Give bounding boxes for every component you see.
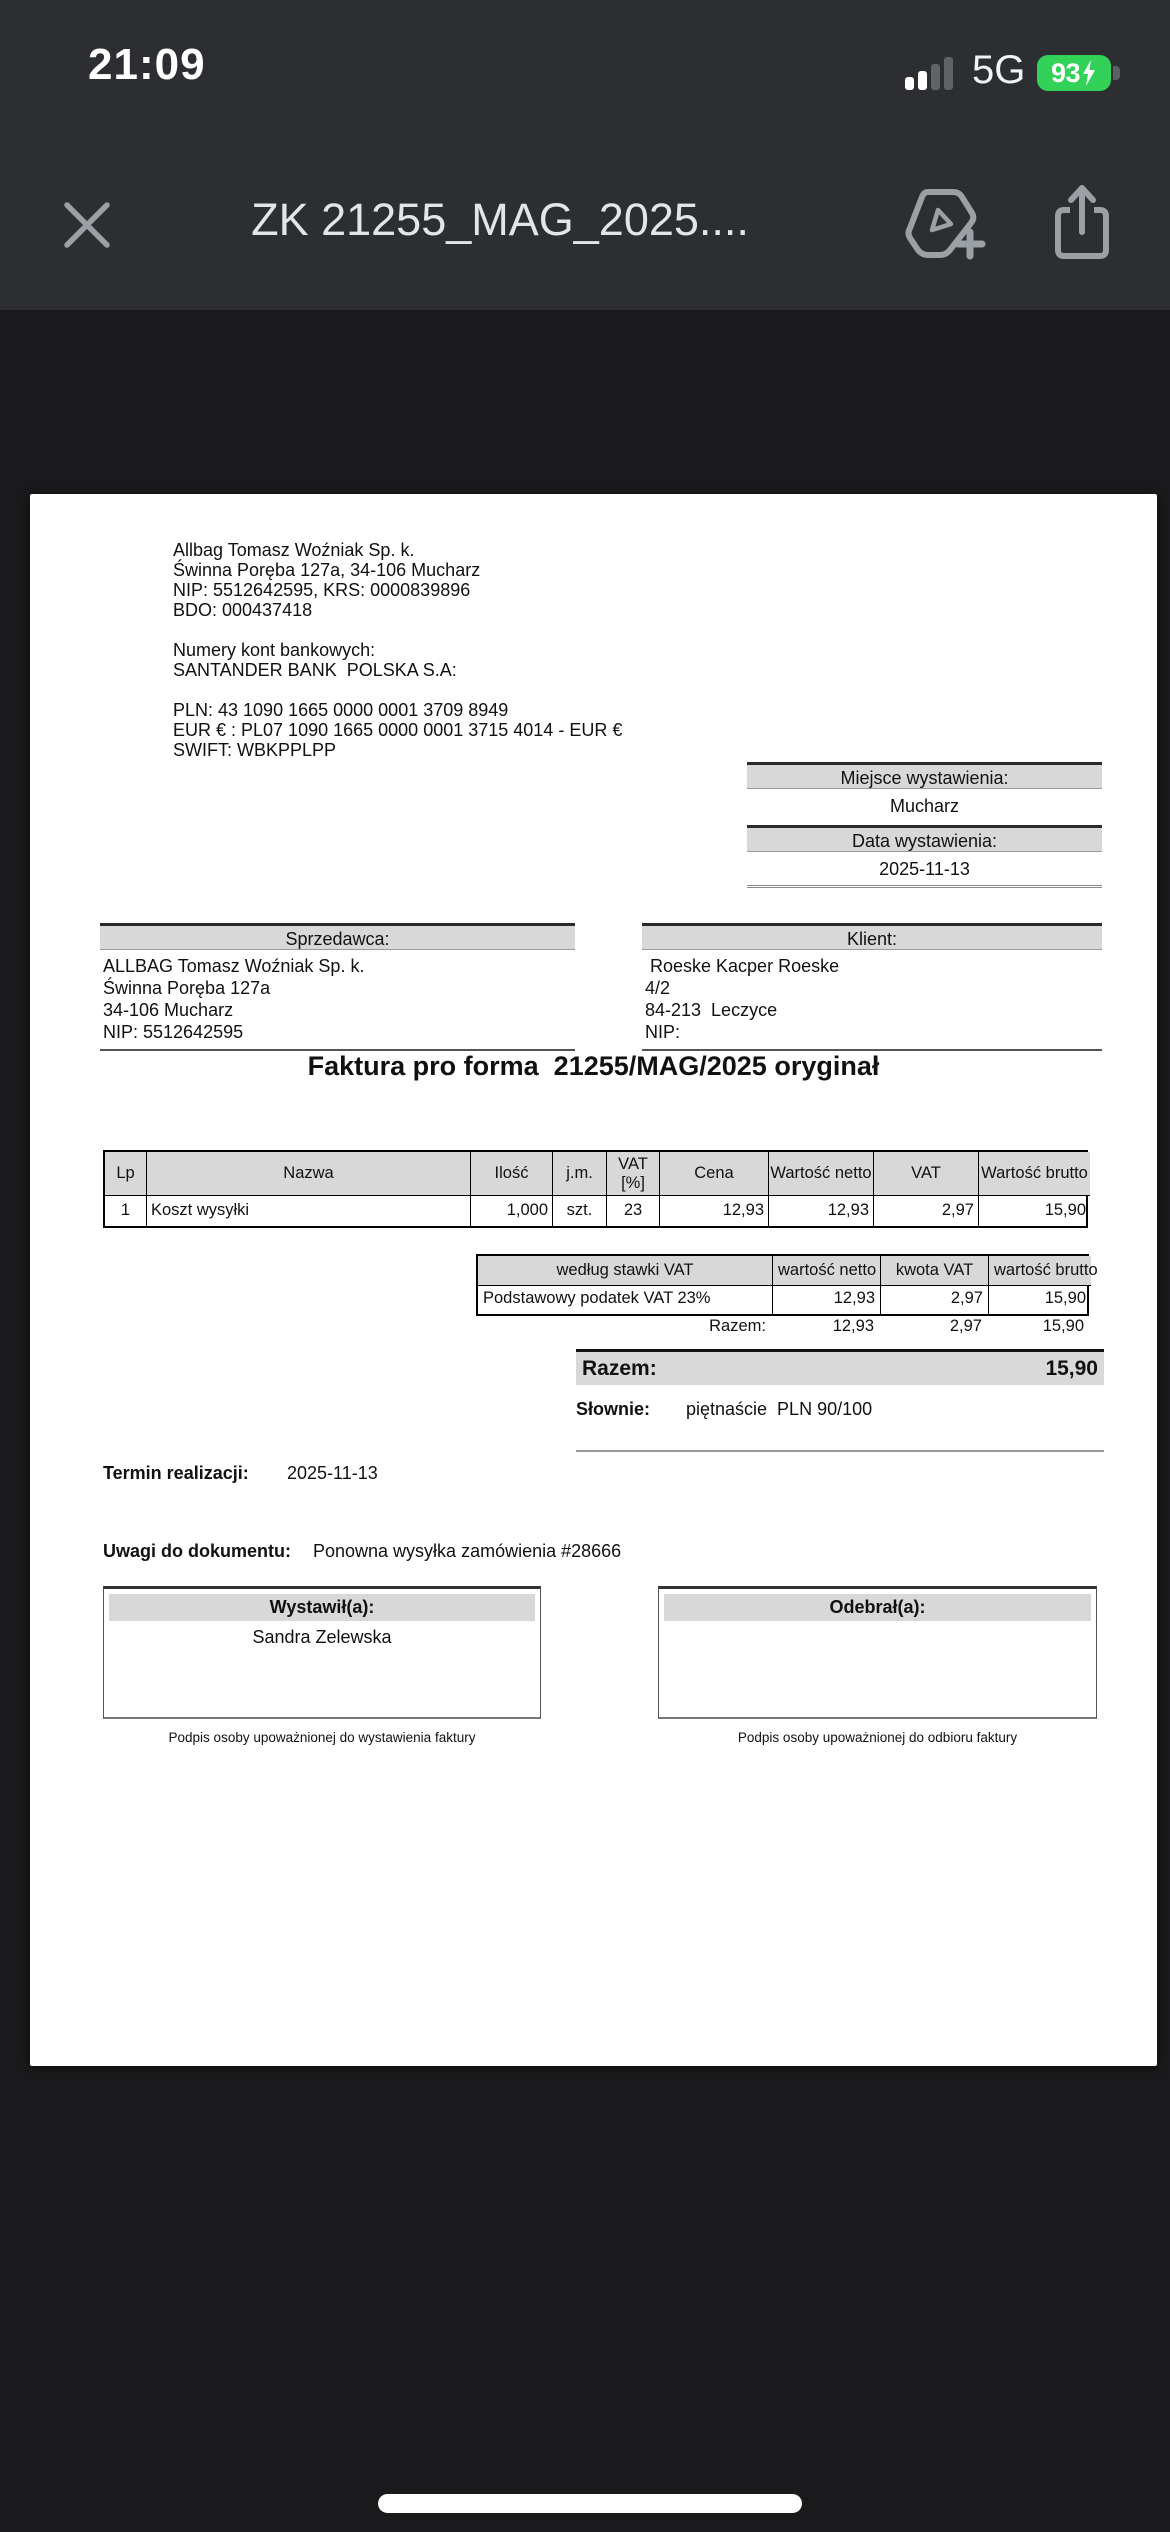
share-icon (1042, 180, 1122, 270)
vat-razem-amount: 2,97 (949, 1317, 982, 1335)
markup-plus-icon (898, 180, 1002, 270)
seller-line: Świnna Poręba 127a (103, 978, 271, 998)
item-vat-rate: 23 (607, 1196, 660, 1226)
vat-rate-name: Podstawowy podatek VAT 23% (478, 1286, 773, 1314)
bank-info-line: Numery kont bankowych: (173, 640, 376, 660)
seller-box (100, 923, 575, 1051)
bank-info-line: Allbag Tomasz Woźniak Sp. k. (173, 540, 415, 560)
issue-place-date-table (747, 762, 1102, 888)
file-title: ZK 21255_MAG_2025.... (251, 194, 749, 245)
status-time: 21:09 (88, 40, 206, 89)
bank-info-line: EUR € : PL07 1090 1665 0000 0001 3715 4014 - EUR € (173, 720, 623, 740)
bank-info-line: NIP: 5512642595, KRS: 0000839896 (173, 580, 471, 600)
vat-col-gross: wartość brutto (989, 1256, 1091, 1286)
seller-line: ALLBAG Tomasz Woźniak Sp. k. (103, 956, 365, 976)
close-button[interactable] (52, 180, 122, 270)
client-box (642, 923, 1102, 1051)
term-label: Termin realizacji: (103, 1463, 249, 1483)
battery-icon (1037, 55, 1111, 91)
item-price: 12,93 (660, 1196, 769, 1226)
inwords-label: Słownie: (576, 1399, 651, 1419)
col-header-jm: j.m. (553, 1152, 607, 1196)
notes-value: Ponowna wysyłka zamówienia #28666 (313, 1541, 622, 1561)
vat-col-rate: według stawki VAT (478, 1256, 773, 1286)
issue-date-label: Data wystawienia: (747, 825, 1102, 852)
seller-header: Sprzedawca: (100, 923, 575, 950)
term-row (103, 1463, 378, 1484)
vat-amount-value: 2,97 (881, 1286, 989, 1314)
col-header-nazwa: Nazwa (147, 1152, 471, 1196)
issued-by-box (103, 1586, 541, 1719)
home-indicator[interactable] (378, 2494, 802, 2513)
item-name: Koszt wysyłki (147, 1196, 471, 1226)
col-header-netto: Wartość netto (769, 1152, 874, 1196)
item-lp: 1 (105, 1196, 147, 1226)
total-value: 15,90 (1045, 1356, 1098, 1380)
seller-line: 34-106 Mucharz (103, 1000, 234, 1020)
bank-info-line (173, 620, 622, 640)
vat-razem-row (476, 1314, 1089, 1339)
total-bar (576, 1349, 1104, 1385)
vat-summary-table (476, 1254, 1098, 1316)
received-by-box (658, 1586, 1097, 1719)
amount-in-words (576, 1399, 1104, 1420)
issued-by-header: Wystawił(a): (109, 1594, 535, 1621)
col-header-vat-pct: VAT [%] (607, 1152, 660, 1196)
vat-net-value: 12,93 (773, 1286, 881, 1314)
client-line: 4/2 (645, 978, 671, 998)
vat-razem-net: 12,93 (832, 1317, 874, 1335)
issued-caption: Podpis osoby upoważnionej do wystawienia faktury (168, 1730, 476, 1745)
received-caption: Podpis osoby upoważnionej do odbioru faktury (737, 1730, 1018, 1745)
top-chrome (0, 0, 1170, 310)
notes-label: Uwagi do dokumentu: (103, 1541, 291, 1561)
pdf-page[interactable] (30, 494, 1157, 2066)
notes-row (103, 1541, 621, 1562)
inwords-value: piętnaście PLN 90/100 (686, 1399, 873, 1419)
item-unit: szt. (553, 1196, 607, 1226)
client-line: 84-213 Leczyce (645, 1000, 778, 1020)
vat-col-net: wartość netto (773, 1256, 881, 1286)
divider-line (576, 1450, 1104, 1452)
col-header-lp: Lp (105, 1152, 147, 1196)
charging-bolt-icon (1081, 60, 1097, 86)
share-button[interactable] (1042, 180, 1122, 270)
col-header-ilosc: Ilość (471, 1152, 553, 1196)
client-line: NIP: (645, 1022, 681, 1042)
seller-bank-info (173, 540, 622, 760)
col-header-vat: VAT (874, 1152, 979, 1196)
item-vat: 2,97 (874, 1196, 979, 1226)
bank-info-line: SWIFT: WBKPPLPP (173, 740, 337, 760)
markup-button[interactable] (898, 180, 1002, 270)
item-net: 12,93 (769, 1196, 874, 1226)
issue-place-value: Mucharz (889, 796, 960, 816)
col-header-brutto: Wartość brutto (979, 1152, 1090, 1196)
col-header-cena: Cena (660, 1152, 769, 1196)
bank-info-line: PLN: 43 1090 1665 0000 0001 3709 8949 (173, 700, 509, 720)
bank-info-line: Świnna Poręba 127a, 34-106 Mucharz (173, 560, 481, 580)
cellular-signal-icon (905, 52, 955, 90)
close-icon (52, 180, 122, 270)
invoice-title: Faktura pro forma 21255/MAG/2025 oryginał (307, 1051, 880, 1081)
vat-gross-value: 15,90 (1044, 1289, 1086, 1307)
battery-nub (1113, 66, 1120, 80)
term-value: 2025-11-13 (287, 1463, 378, 1483)
client-header: Klient: (642, 923, 1102, 950)
issue-place-label: Miejsce wystawienia: (747, 762, 1102, 789)
bank-info-line (173, 680, 622, 700)
issued-by-name: Sandra Zelewska (252, 1627, 392, 1647)
vat-col-amount: kwota VAT (881, 1256, 989, 1286)
network-type-label: 5G (972, 48, 1026, 92)
item-qty: 1,000 (471, 1196, 553, 1226)
client-line: Roeske Kacper Roeske (645, 956, 840, 976)
nav-bar (0, 180, 1170, 275)
bank-info-line: SANTANDER BANK POLSKA S.A: (173, 660, 457, 680)
vat-razem-gross: 15,90 (1042, 1317, 1084, 1335)
seller-line: NIP: 5512642595 (103, 1022, 244, 1042)
received-by-header: Odebrał(a): (664, 1594, 1091, 1621)
bank-info-line: BDO: 000437418 (173, 600, 313, 620)
battery-percent: 93 (1050, 57, 1081, 88)
issue-date-value: 2025-11-13 (747, 852, 1102, 888)
items-table (103, 1150, 1088, 1228)
vat-razem-label: Razem: (709, 1317, 766, 1335)
item-gross: 15,90 (1044, 1201, 1086, 1219)
total-label: Razem: (582, 1356, 657, 1380)
